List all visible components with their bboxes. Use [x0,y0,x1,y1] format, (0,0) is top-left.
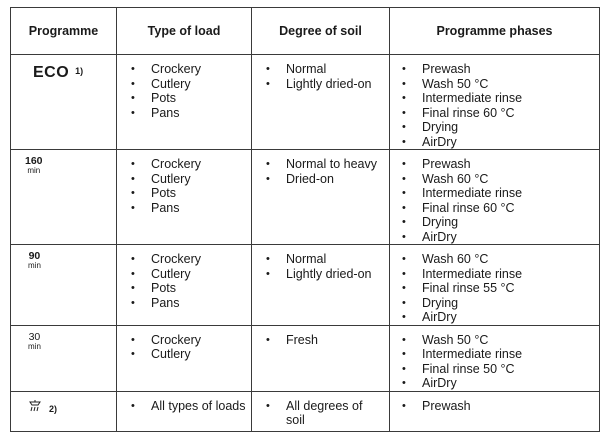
load-cell [117,55,252,150]
load-cell [117,150,252,245]
programme-number: 160 [25,155,43,167]
soil-cell [252,391,390,431]
header-degree-of-soil: Degree of soil [252,8,390,55]
list-item: • Final rinse 50 °C [402,362,599,377]
list-item: • Drying [402,215,599,230]
programme-30-min [28,330,41,351]
programme-cell [11,391,117,431]
header-programme-phases: Programme phases [390,8,600,55]
list-item: • Intermediate rinse [402,347,599,362]
list-item: • Dried-on [266,172,389,187]
phases-cell [390,391,600,431]
soil-cell [252,325,390,391]
list-item: • Final rinse 60 °C [402,201,599,216]
list-item: • Pots [131,186,251,201]
list-item: • Cutlery [131,77,251,92]
load-cell [117,325,252,391]
programme-cell [11,325,117,391]
footnote-mark: 2) [49,404,58,415]
list-item: • Intermediate rinse [402,91,599,106]
list-item: • Prewash [402,399,599,414]
list-item: • Cutlery [131,347,251,362]
list-item: • Final rinse 55 °C [402,281,599,296]
list-item: • Cutlery [131,267,251,282]
list-item: • AirDry [402,376,599,391]
list-item: • AirDry [402,230,599,245]
programme-90-min [28,252,41,270]
programme-unit: min [28,261,41,270]
list-item: • Final rinse 60 °C [402,106,599,121]
footnote-mark: 1) [75,66,84,76]
prewash-shower-icon [27,399,43,418]
programme-number: 30 [28,330,41,343]
list-item: • Prewash [402,62,599,77]
programme-cell [11,245,117,326]
table-row [11,55,600,150]
load-cell [117,245,252,326]
programme-unit: min [28,341,41,351]
header-type-of-load: Type of load [117,8,252,55]
list-item: • Wash 60 °C [402,172,599,187]
list-item: • Lightly dried-on [266,77,389,92]
phases-cell [390,150,600,245]
programme-table [10,7,600,432]
list-item: • Drying [402,296,599,311]
programme-cell [11,150,117,245]
list-item: • Intermediate rinse [402,267,599,282]
programme-eco-label: ECO [33,64,70,81]
list-item: • Pots [131,91,251,106]
list-item: • Wash 60 °C [402,252,599,267]
programme-160-min [25,157,43,175]
list-item: • Crockery [131,333,251,348]
list-item: • Drying [402,120,599,135]
list-item: • Pans [131,106,251,121]
soil-cell [252,55,390,150]
phases-cell [390,55,600,150]
load-cell [117,391,252,431]
header-programme: Programme [11,8,117,55]
list-item: • Normal to heavy [266,157,389,172]
table-row [11,245,600,326]
table-row [11,391,600,431]
phases-cell [390,325,600,391]
list-item: • Prewash [402,157,599,172]
programme-cell [11,55,117,150]
phases-cell [390,245,600,326]
list-item: • Pans [131,296,251,311]
list-item: • Wash 50 °C [402,77,599,92]
list-item: • All types of loads [131,399,251,414]
table-row [11,325,600,391]
list-item: • Crockery [131,252,251,267]
list-item: • AirDry [402,310,599,325]
list-item: • Fresh [266,333,389,348]
list-item: • All degrees of soil [266,399,389,428]
list-item: • Normal [266,252,389,267]
list-item: • AirDry [402,135,599,150]
list-item: • Normal [266,62,389,77]
programme-number: 90 [28,250,41,262]
list-item: • Cutlery [131,172,251,187]
list-item: • Intermediate rinse [402,186,599,201]
soil-cell [252,245,390,326]
header-row [11,8,600,55]
list-item: • Lightly dried-on [266,267,389,282]
list-item: • Pots [131,281,251,296]
list-item: • Wash 50 °C [402,333,599,348]
list-item: • Pans [131,201,251,216]
list-item: • Crockery [131,62,251,77]
list-item: • Crockery [131,157,251,172]
table-row [11,150,600,245]
programme-unit: min [27,166,41,175]
soil-cell [252,150,390,245]
